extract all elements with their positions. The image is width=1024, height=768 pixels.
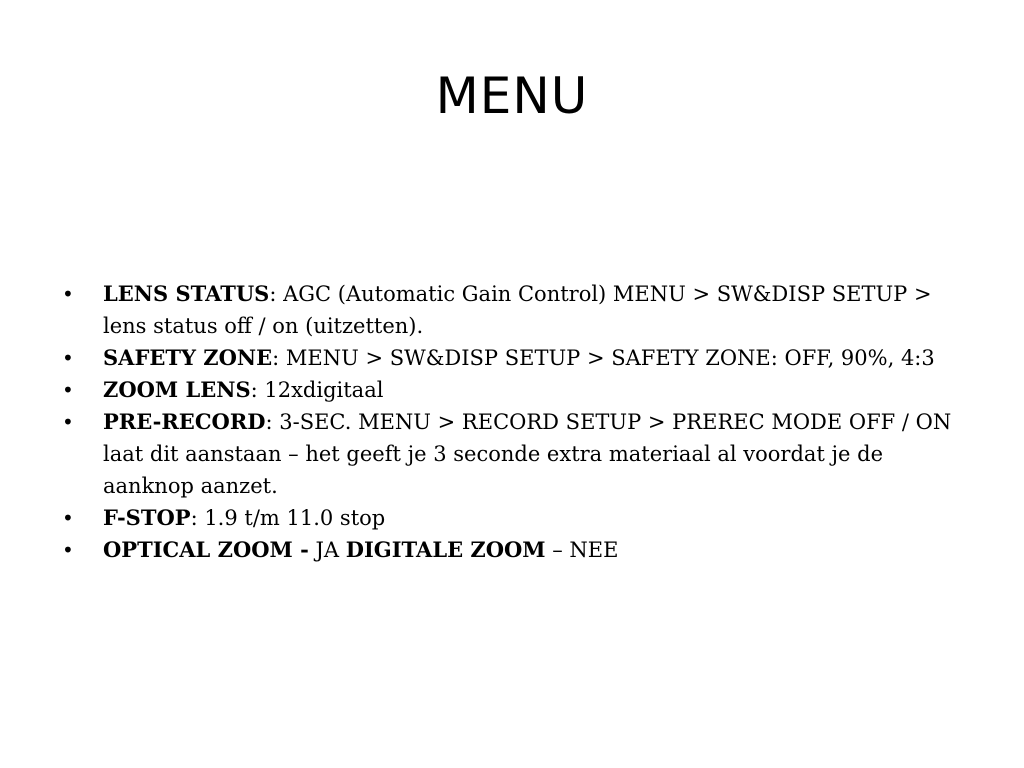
bullet-label: PRE-RECORD — [103, 409, 266, 434]
bullet-text: : 1.9 t/m 11.0 stop — [190, 506, 386, 530]
bullet-dot-icon: • — [62, 410, 74, 434]
bullet-item-zoom-type — [62, 534, 963, 566]
bullet-label: OPTICAL ZOOM - — [103, 537, 309, 562]
bullet-text-secondary: – NEE — [545, 538, 619, 562]
bullet-text: : AGC (Automatic Gain Control) MENU > SW&DISP SETUP > lens status off / on (uitzetten). — [103, 282, 932, 338]
bullet-label-secondary: DIGITALE ZOOM — [345, 537, 546, 562]
bullet-label: SAFETY ZONE — [103, 345, 273, 370]
bullet-label: ZOOM LENS — [103, 377, 251, 402]
bullet-text: JA — [308, 538, 346, 562]
bullet-dot-icon: • — [62, 378, 74, 402]
slide-title: MENU — [435, 67, 589, 125]
bullet-dot-icon: • — [62, 506, 74, 530]
bullet-dot-icon: • — [62, 282, 74, 306]
bullet-text: : 3-SEC. MENU > RECORD SETUP > PREREC MODE OFF / ON laat dit aanstaan – het geeft je 3 seconde extra materiaal al voordat je de aanknop aanzet. — [103, 410, 952, 498]
bullet-text: : 12xdigitaal — [250, 378, 384, 402]
bullet-list — [62, 278, 963, 566]
bullet-item-zoom-lens — [62, 374, 963, 406]
bullet-item-lens-status — [62, 278, 963, 342]
bullet-dot-icon: • — [62, 346, 74, 370]
bullet-item-f-stop — [62, 502, 963, 534]
bullet-label: LENS STATUS — [103, 281, 270, 306]
bullet-text: : MENU > SW&DISP SETUP > SAFETY ZONE: OFF, 90%, 4:3 — [272, 346, 935, 370]
bullet-dot-icon: • — [62, 538, 74, 562]
bullet-item-safety-zone — [62, 342, 963, 374]
bullet-label: F-STOP — [103, 505, 191, 530]
bullet-item-pre-record — [62, 406, 963, 502]
